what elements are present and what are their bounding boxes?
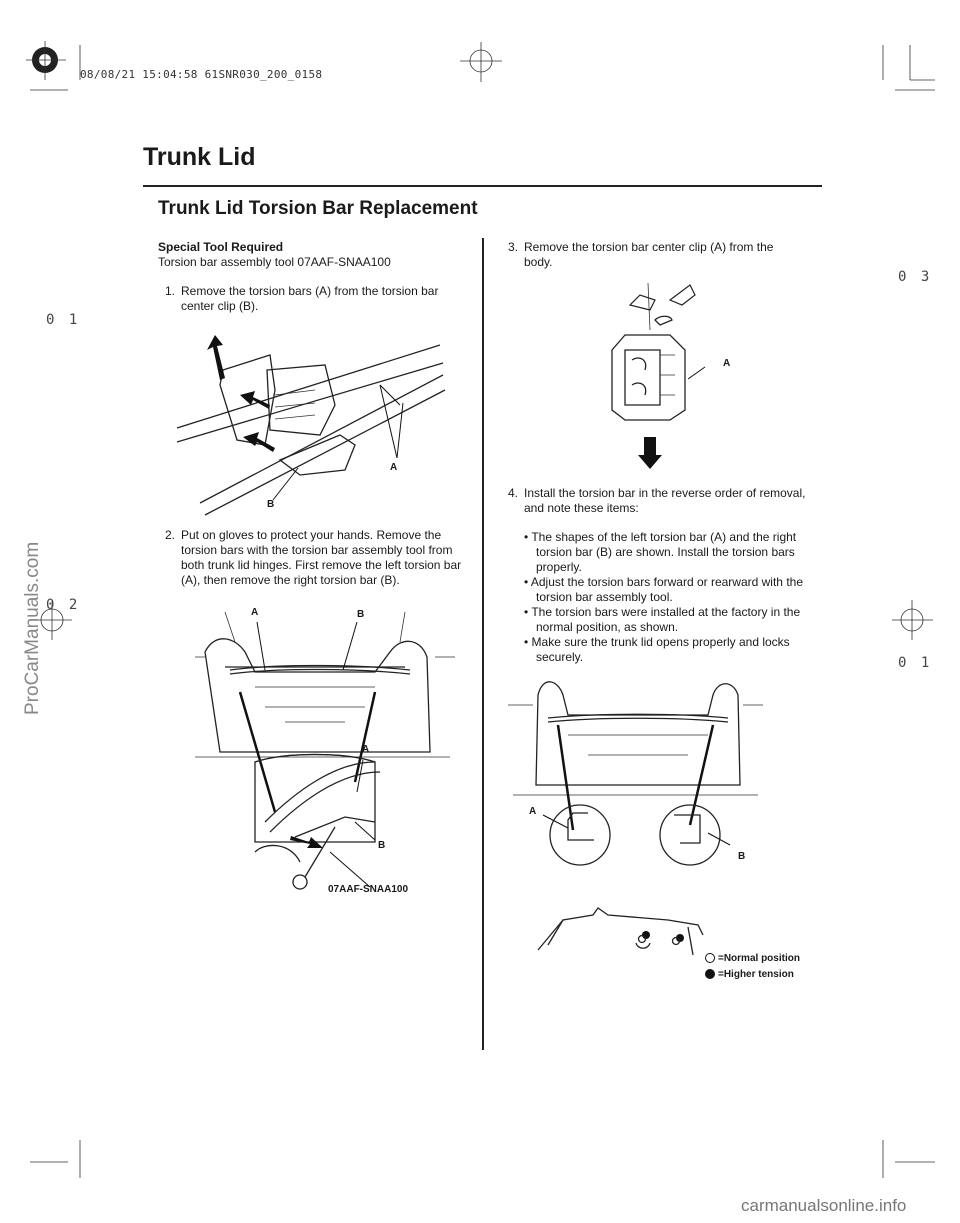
step-1 — [165, 284, 465, 314]
fig2-label-b-top: B — [357, 609, 365, 620]
legend-normal — [705, 950, 800, 966]
figure-trunk-removal-tool — [195, 612, 455, 892]
legend — [705, 950, 800, 982]
margin-mark-left-top: 0 1 — [46, 312, 81, 328]
margin-mark-right-top: 0 3 — [898, 269, 933, 285]
sidebar-watermark: ProCarManuals.com — [22, 541, 43, 715]
bullet-item: • The torsion bars were installed at the factory in the normal position, as shown. — [524, 605, 801, 634]
fig2-label-a-detail: A — [362, 744, 370, 755]
fig2-label-a-top: A — [251, 607, 259, 618]
step-3 — [508, 240, 798, 270]
margin-mark-right-bottom: 0 1 — [898, 655, 933, 671]
section-title: Trunk Lid Torsion Bar Replacement — [158, 198, 478, 219]
step-2-text: Put on gloves to protect your hands. Remove the torsion bars with the torsion bar assembly tool from both trunk lid hinges. First remove the left torsion bar (A), then remove the right torsion bar (B). — [181, 528, 462, 587]
footer-watermark: carmanualsonline.info — [741, 1196, 907, 1215]
margin-mark-left-bottom: 0 2 — [46, 597, 81, 613]
step-1-text: Remove the torsion bars (A) from the torsion bar center clip (B). — [181, 284, 439, 313]
step-4-number: 4. — [508, 486, 519, 500]
column-divider — [482, 238, 484, 1050]
step-4-bullets — [508, 530, 808, 665]
figure-center-clip-removal — [600, 275, 720, 475]
open-circle-icon — [705, 953, 715, 963]
fig4-label-b: B — [738, 851, 746, 862]
bullet-item: • Adjust the torsion bars forward or rearward with the torsion bar assembly tool. — [524, 575, 803, 604]
special-tool-heading: Special Tool Required — [158, 240, 284, 254]
fig2-tool-label: 07AAF-SNAA100 — [328, 884, 409, 895]
figure-hinge-positions — [538, 905, 708, 985]
step-1-number: 1. — [165, 284, 176, 298]
step-2-number: 2. — [165, 528, 176, 542]
bullet-text: The torsion bars were installed at the factory in the normal position, as shown. — [531, 605, 801, 634]
legend-higher-label: =Higher tension — [718, 968, 794, 980]
legend-normal-label: =Normal position — [718, 952, 800, 964]
figure-torsion-bar-shapes — [508, 665, 768, 865]
step-4 — [508, 486, 808, 665]
bullet-text: The shapes of the left torsion bar (A) and the right torsion bar (B) are shown. Install the torsion bars properly. — [531, 530, 797, 574]
fig4-label-a: A — [529, 806, 537, 817]
print-timestamp: 08/08/21 15:04:58 61SNR030_200_0158 — [80, 68, 323, 81]
filled-circle-icon — [705, 969, 715, 979]
fig2-label-b-detail: B — [378, 840, 386, 851]
page-title: Trunk Lid — [143, 143, 256, 171]
figure-torsion-bar-center-clip — [175, 325, 475, 515]
title-rule — [143, 185, 822, 187]
bullet-text: Make sure the trunk lid opens properly and locks securely. — [531, 635, 790, 664]
legend-higher — [705, 966, 800, 982]
fig3-label-a: A — [723, 358, 731, 369]
step-3-text: Remove the torsion bar center clip (A) from the body. — [524, 240, 774, 269]
step-3-number: 3. — [508, 240, 519, 254]
fig1-label-b: B — [267, 499, 275, 510]
step-4-text: Install the torsion bar in the reverse order of removal, and note these items: — [524, 486, 806, 515]
special-tool-name: Torsion bar assembly tool 07AAF-SNAA100 — [158, 255, 391, 269]
fig1-label-a: A — [390, 462, 398, 473]
bullet-text: Adjust the torsion bars forward or rearward with the torsion bar assembly tool. — [530, 575, 803, 604]
step-2 — [165, 528, 465, 588]
bullet-item: • Make sure the trunk lid opens properly and locks securely. — [524, 635, 790, 664]
bullet-item: • The shapes of the left torsion bar (A) and the right torsion bar (B) are shown. Install the torsion bars properly. — [524, 530, 797, 574]
